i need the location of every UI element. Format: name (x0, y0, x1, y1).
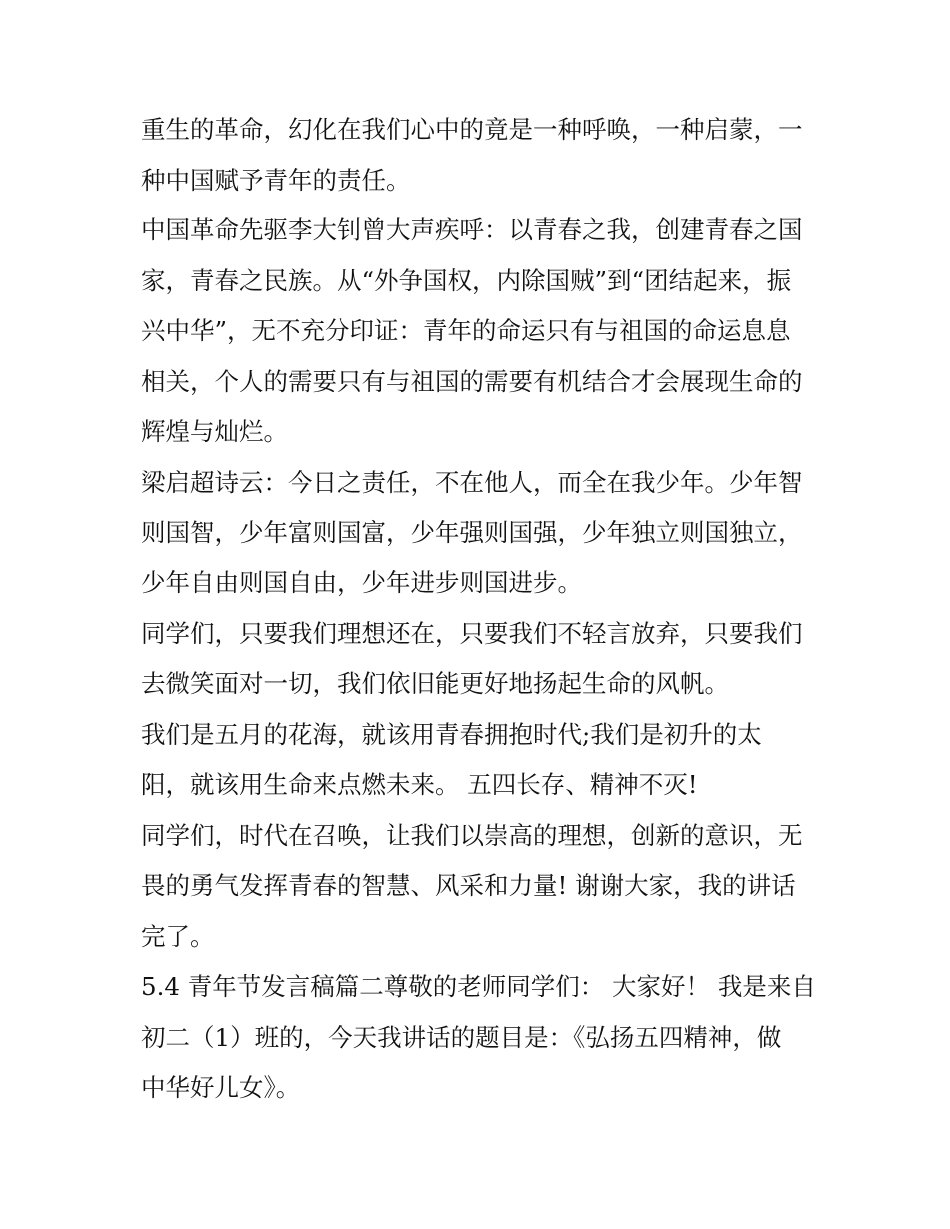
text-line: 完了。 (141, 922, 215, 951)
text-line: 初二（1）班的，今天我讲话的题目是：《弘扬五四精神，做 (141, 1023, 782, 1052)
text-line: 畏的勇气发挥青春的智慧、风采和力量! 谢谢大家，我的讲话 (141, 871, 796, 900)
text-line: 兴中华”，无不充分印证：青年的命运只有与祖国的命运息息 (141, 316, 791, 345)
text-line: 去微笑面对一切，我们依旧能更好地扬起生命的风帆。 (141, 669, 729, 698)
text-line: 家，青春之民族。从“外争国权，内除国贼”到“团结起来，振 (141, 266, 792, 295)
text-line: 相关，个人的需要只有与祖国的需要有机结合才会展现生命的 (141, 367, 803, 396)
text-line: 阳，就该用生命来点燃未来。 五四长存、精神不灭! (141, 770, 698, 799)
text-line: 中国革命先驱李大钊曾大声疾呼：以青春之我，创建青春之国 (141, 215, 803, 244)
text-line: 中华好儿女》。 (141, 1073, 301, 1102)
text-line: 重生的革命，幻化在我们心中的竟是一种呼唤，一种启蒙，一 (141, 115, 803, 144)
text-line: 种中国赋予青年的责任。 (141, 166, 411, 195)
text-line: 则国智，少年富则国富，少年强则国强，少年独立则国独立， (141, 518, 803, 547)
text-line: 辉煌与灿烂。 (141, 417, 288, 446)
text-line: 梁启超诗云：今日之责任，不在他人，而全在我少年。少年智 (141, 468, 803, 497)
text-line: 我们是五月的花海，就该用青春拥抱时代;我们是初升的太 (141, 720, 762, 749)
text-line: 同学们，只要我们理想还在，只要我们不轻言放弃，只要我们 (141, 619, 803, 648)
text-line: 同学们，时代在召唤，让我们以崇高的理想，创新的意识，无 (141, 821, 803, 850)
text-line: 5.4 青年节发言稿篇二尊敬的老师同学们： 大家好！ 我是来自 (141, 972, 816, 1001)
text-line: 少年自由则国自由，少年进步则国进步。 (141, 568, 582, 597)
